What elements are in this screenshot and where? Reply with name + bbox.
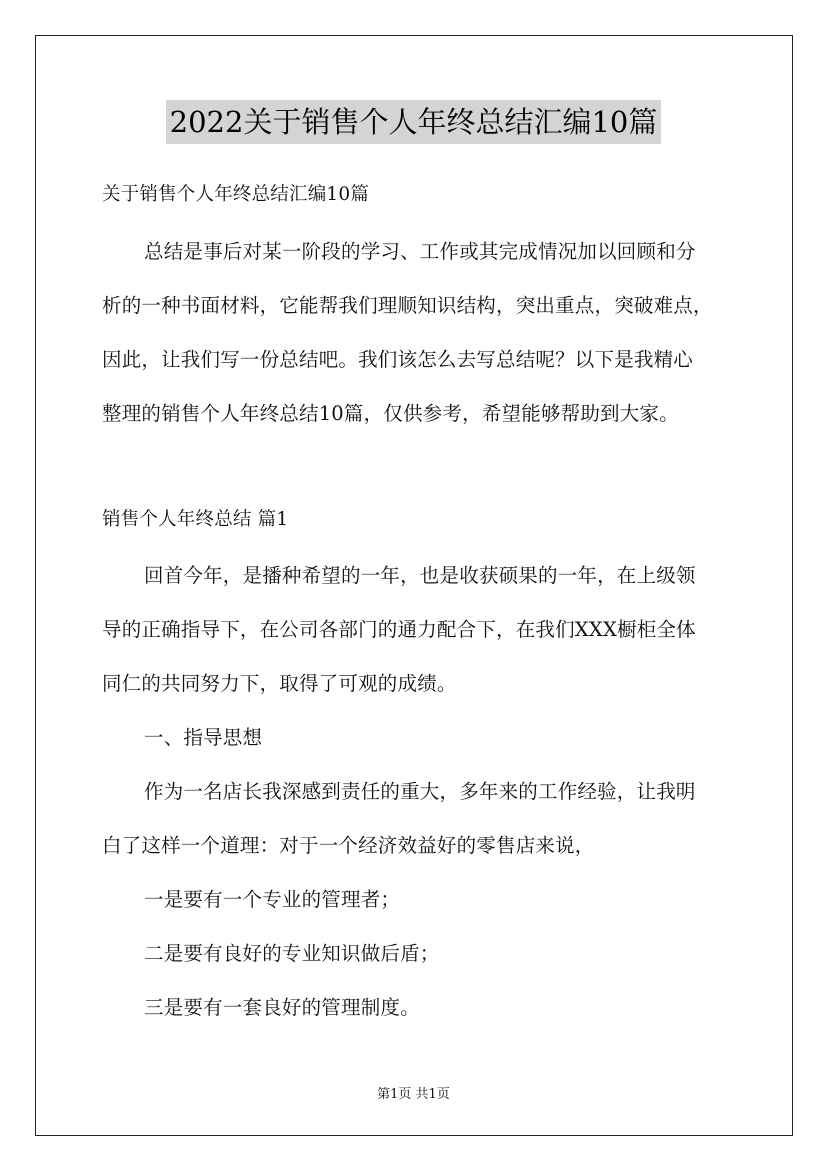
document-title: 2022关于销售个人年终总结汇编10篇 <box>166 100 662 144</box>
list-item-1: 一是要有一个专业的管理者； <box>144 888 401 911</box>
list-item-3: 三是要有一套良好的管理制度。 <box>144 996 420 1019</box>
document-subtitle: 关于销售个人年终总结汇编10篇 <box>102 184 370 205</box>
body-line-2: 导的正确指导下，在公司各部门的通力配合下，在我们XXX橱柜全体 <box>102 618 696 641</box>
page-footer: 第1页 共1页 <box>377 1087 450 1102</box>
intro-line-3: 因此，让我们写一份总结吧。我们该怎么去写总结呢？以下是我精心 <box>102 348 694 371</box>
list-item-2: 二是要有良好的专业知识做后盾； <box>144 942 440 965</box>
body-line-6: 白了这样一个道理：对于一个经济效益好的零售店来说， <box>102 834 595 857</box>
body-line-5: 作为一名店长我深感到责任的重大，多年来的工作经验，让我明 <box>144 780 696 803</box>
subheading-guiding-principle: 一、指导思想 <box>144 726 263 749</box>
intro-line-2: 析的一种书面材料，它能帮我们理顺知识结构，突出重点，突破难点， <box>102 294 713 317</box>
section-heading: 销售个人年终总结 篇1 <box>102 509 289 530</box>
body-line-1: 回首今年，是播种希望的一年，也是收获硕果的一年，在上级领 <box>144 564 696 587</box>
intro-line-4: 整理的销售个人年终总结10篇，仅供参考，希望能够帮助到大家。 <box>102 402 679 425</box>
title-container <box>0 100 827 144</box>
intro-line-1: 总结是事后对某一阶段的学习、工作或其完成情况加以回顾和分 <box>144 240 696 263</box>
body-line-3: 同仁的共同努力下，取得了可观的成绩。 <box>102 672 457 695</box>
